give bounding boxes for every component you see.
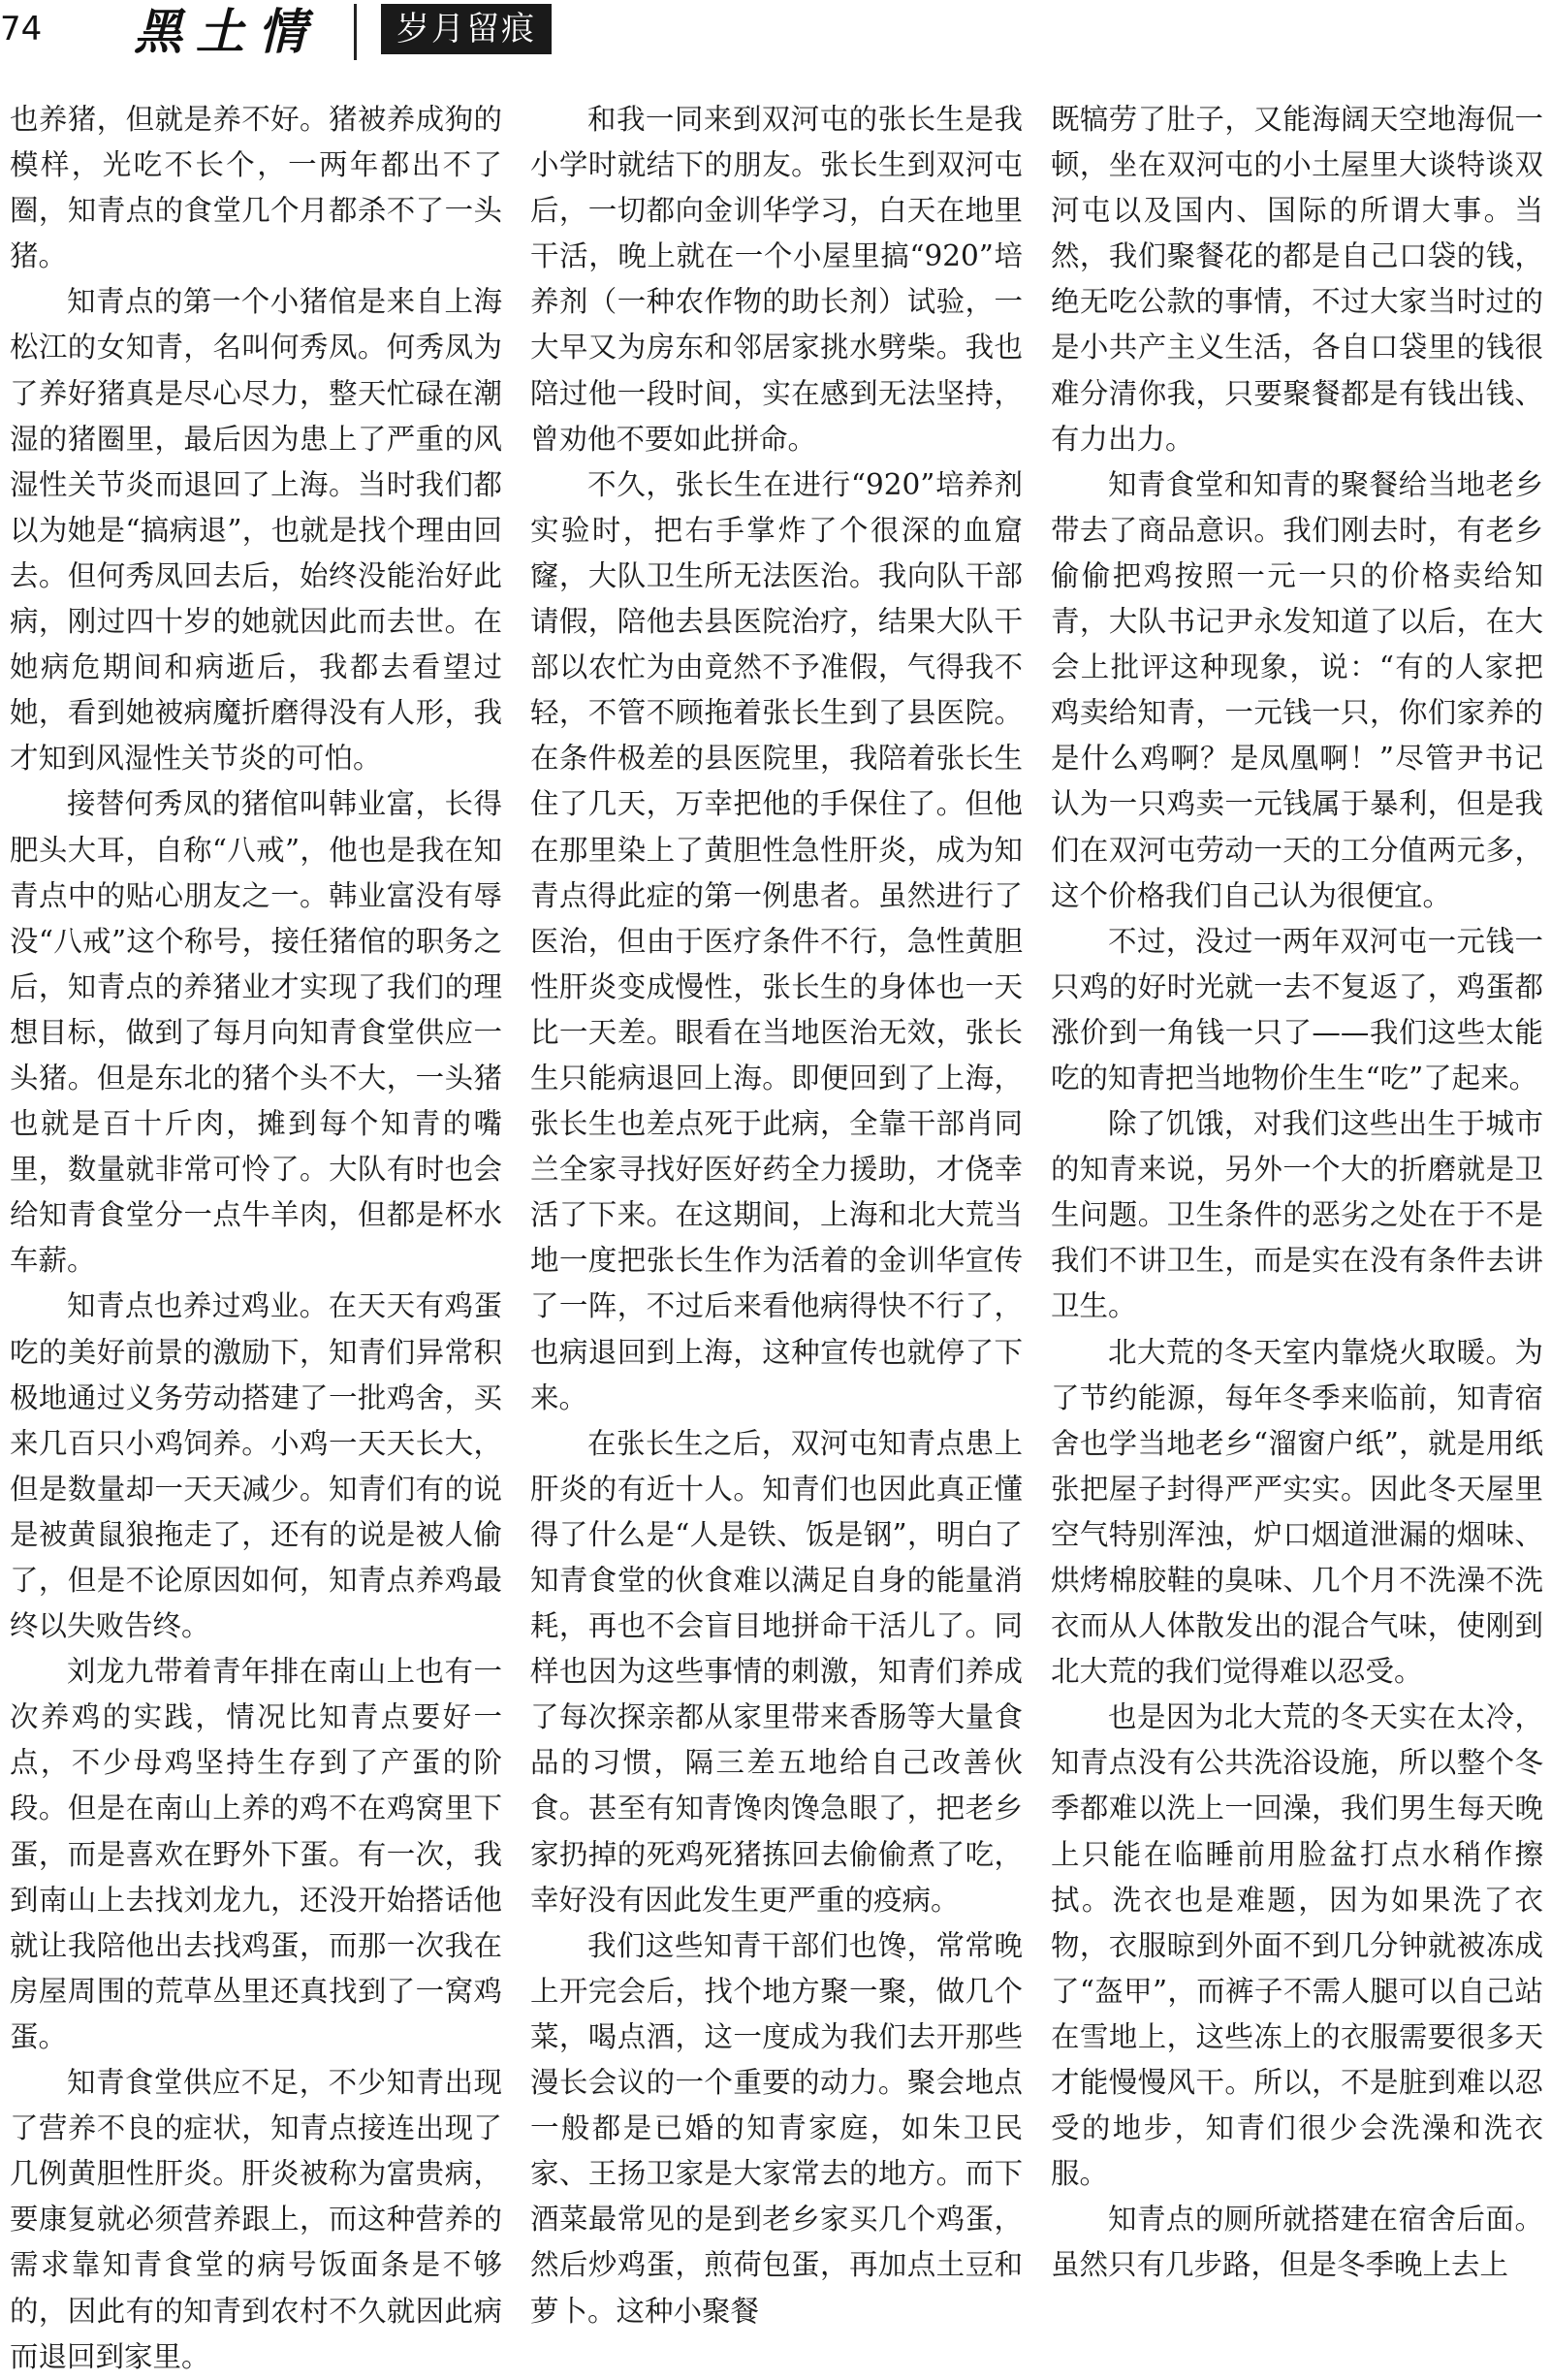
paragraph: 知青点也养过鸡业。在天天有鸡蛋吃的美好前景的激励下，知青们异常积极地通过义务劳动搭建了一批鸡舍，买来几百只小鸡饲养。小鸡一天天长大，但是数量却一天天减少。知青们有的说是被黄鼠狼拖走了，还有的说是被人偷了，但是不论原因如何，知青点养鸡最终以失败告终。 [10, 1289, 502, 1643]
paragraph: 知青食堂和知青的聚餐给当地老乡带去了商品意识。我们刚去时，有老乡偷偷把鸡按照一元一只的价格卖给知青，大队书记尹永发知道了以后，在大会上批评这种现象，说：“有的人家把鸡卖给知青，一元钱一只，你们家养的是什么鸡啊？是凤凰啊！”尽管尹书记认为一只鸡卖一元钱属于暴利，但是我们在双河屯劳动一天的工分值两元多，这个价格我们自己认为很便宜。 [1051, 467, 1543, 912]
paragraph: 知青点的厕所就搭建在宿舍后面。虽然只有几步路，但是冬季晚上去上 [1051, 2203, 1543, 2282]
paragraph: 不过，没过一两年双河屯一元钱一只鸡的好时光就一去不复返了，鸡蛋都涨价到一角钱一只了——我们这些太能吃的知青把当地物价生生“吃”了起来。 [1051, 924, 1543, 1095]
paragraph: 既犒劳了肚子，又能海阔天空地海侃一顿，坐在双河屯的小土屋里大谈特谈双河屯以及国内、国际的所谓大事。当然，我们聚餐花的都是自己口袋的钱，绝无吃公款的事情，不过大家当时过的是小共产主义生活，各自口袋里的钱很难分清你我，只要聚餐都是有钱出钱、有力出力。 [1051, 103, 1543, 456]
paragraph: 除了饥饿，对我们这些出生于城市的知青来说，另外一个大的折磨就是卫生问题。卫生条件的恶劣之处在于不是我们不讲卫生，而是实在没有条件去讲卫生。 [1051, 1107, 1543, 1323]
paragraph: 不久，张长生在进行“920”培养剂实验时，把右手掌炸了个很深的血窟窿，大队卫生所无法医治。我向队干部请假，陪他去县医院治疗，结果大队干部以农忙为由竟然不予准假，气得我不轻，不管不顾拖着张长生到了县医院。在条件极差的县医院里，我陪着张长生住了几天，万幸把他的手保住了。但他在那里染上了黄胆性急性肝炎，成为知青点得此症的第一例患者。虽然进行了医治，但由于医疗条件不行，急性黄胆性肝炎变成慢性，张长生的身体也一天比一天差。眼看在当地医治无效，张长生只能病退回上海。即便回到了上海，张长生也差点死于此病，全靠干部肖同兰全家寻找好医好药全力援助，才侥幸活了下来。在这期间，上海和北大荒当地一度把张长生作为活着的金训华宣传了一阵，不过后来看他病得快不行了，也病退回到上海，这种宣传也就停了下来。 [530, 467, 1023, 1414]
paragraph: 刘龙九带着青年排在南山上也有一次养鸡的实践，情况比知青点要好一点，不少母鸡坚持生存到了产蛋的阶段。但是在南山上养的鸡不在鸡窝里下蛋，而是喜欢在野外下蛋。有一次，我到南山上去找刘龙九，还没开始搭话他就让我陪他出去找鸡蛋，而那一次我在房屋周围的荒草丛里还真找到了一窝鸡蛋。 [10, 1655, 502, 2053]
column-2 [530, 97, 1023, 2328]
paragraph: 也养猪，但就是养不好。猪被养成狗的模样，光吃不长个，一两年都出不了圈，知青点的食堂几个月都杀不了一头猪。 [10, 103, 502, 273]
column-3 [1051, 97, 1543, 2282]
paragraph: 接替何秀凤的猪倌叫韩业富，长得肥头大耳，自称“八戒”，他也是我在知青点中的贴心朋友之一。韩业富没有辱没“八戒”这个称号，接任猪倌的职务之后，知青点的养猪业才实现了我们的理想目标，做到了每月向知青食堂供应一头猪。但是东北的猪个头不大，一头猪也就是百十斤肉，摊到每个知青的嘴里，数量就非常可怜了。大队有时也会给知青食堂分一点牛羊肉，但都是杯水车薪。 [10, 787, 502, 1278]
paragraph: 我们这些知青干部们也馋，常常晚上开完会后，找个地方聚一聚，做几个菜，喝点酒，这一度成为我们去开那些漫长会议的一个重要的动力。聚会地点一般都是已婚的知青家庭，如朱卫民家、王扬卫家是大家常去的地方。而下酒菜最常见的是到老乡家买几个鸡蛋，然后炒鸡蛋，煎荷包蛋，再加点土豆和萝卜。这种小聚餐 [530, 1928, 1023, 2328]
page-number: 74 [0, 10, 43, 48]
paragraph: 知青点的第一个小猪倌是来自上海松江的女知青，名叫何秀凤。何秀凤为了养好猪真是尽心尽力，整天忙碌在潮湿的猪圈里，最后因为患上了严重的风湿性关节炎而退回了上海。当时我们都以为她是“搞病退”，也就是找个理由回去。但何秀凤回去后，始终没能治好此病，刚过四十岁的她就因此而去世。在她病危期间和病逝后，我都去看望过她，看到她被病魔折磨得没有人形，我才知到风湿性关节炎的可怕。 [10, 285, 502, 776]
section-badge: 岁月留痕 [381, 4, 552, 54]
magazine-logo: 黑土情 [134, 3, 320, 60]
paragraph: 和我一同来到双河屯的张长生是我小学时就结下的朋友。张长生到双河屯后，一切都向金训华学习，白天在地里干活，晚上就在一个小屋里搞“920”培养剂（一种农作物的助长剂）试验，一大早又为房东和邻居家挑水劈柴。我也陪过他一段时间，实在感到无法坚持，曾劝他不要如此拼命。 [530, 103, 1023, 456]
column-1 [10, 97, 502, 2373]
paragraph: 也是因为北大荒的冬天实在太冷，知青点没有公共洗浴设施，所以整个冬季都难以洗上一回澡，我们男生每天晚上只能在临睡前用脸盆打点水稍作擦拭。洗衣也是难题，因为如果洗了衣物，衣服晾到外面不到几分钟就被冻成了“盔甲”，而裤子不需人腿可以自己站在雪地上，这些冻上的衣服需要很多天才能慢慢风干。所以，不是脏到难以忍受的地步，知青们很少会洗澡和洗衣服。 [1051, 1700, 1543, 2191]
article-body [10, 97, 1543, 2373]
page-header [0, 0, 1551, 79]
paragraph: 北大荒的冬天室内靠烧火取暖。为了节约能源，每年冬季来临前，知青宿舍也学当地老乡“溜窗户纸”，就是用纸张把屋子封得严严实实。因此冬天屋里空气特别浑浊，炉口烟道泄漏的烟味、烘烤棉胶鞋的臭味、几个月不洗澡不洗衣而从人体散发出的混合气味，使刚到北大荒的我们觉得难以忍受。 [1051, 1335, 1543, 1689]
paragraph: 在张长生之后，双河屯知青点患上肝炎的有近十人。知青们也因此真正懂得了什么是“人是铁、饭是钢”，明白了知青食堂的伙食难以满足自身的能量消耗，再也不会盲目地拼命干活儿了。同样也因为这些事情的刺激，知青们养成了每次探亲都从家里带来香肠等大量食品的习惯，隔三差五地给自己改善伙食。甚至有知青馋肉馋急眼了，把老乡家扔掉的死鸡死猪拣回去偷偷煮了吃，幸好没有因此发生更严重的疫病。 [530, 1426, 1023, 1917]
paragraph: 知青食堂供应不足，不少知青出现了营养不良的症状，知青点接连出现了几例黄胆性肝炎。肝炎被称为富贵病，要康复就必须营养跟上，而这种营养的需求靠知青食堂的病号饭面条是不够的，因此有的知青到农村不久就因此病而退回到家里。 [10, 2066, 502, 2373]
header-divider [354, 4, 357, 60]
